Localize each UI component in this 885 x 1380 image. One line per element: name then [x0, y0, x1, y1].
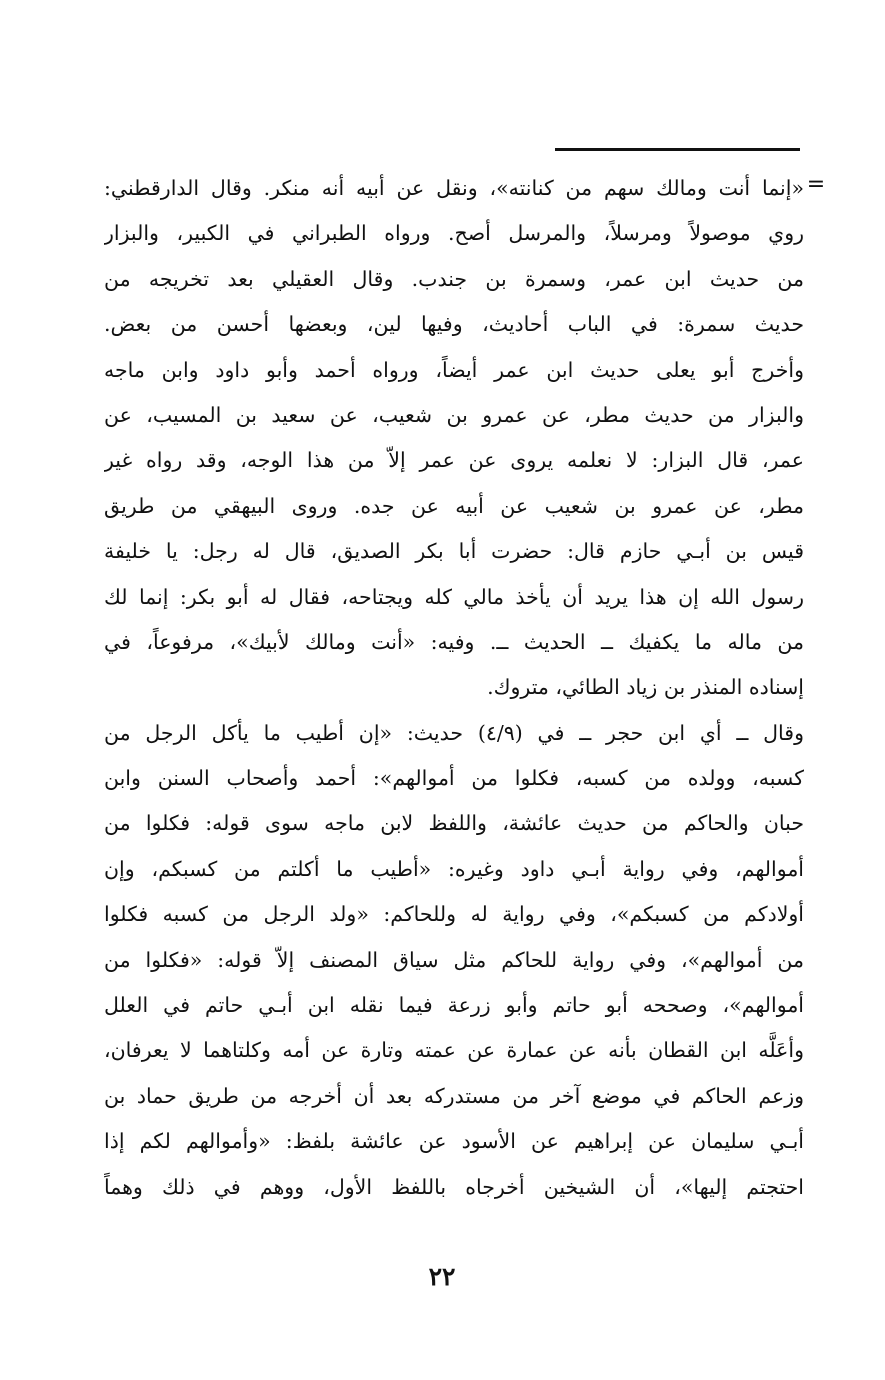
text-line: احتجتم إليها»، أن الشيخين أخرجاه باللفظ الأول، ووهم في ذلك وهماً	[104, 1174, 804, 1199]
footnote-text-block	[104, 166, 804, 1210]
text-line: أموالهم، وفي رواية أبـي داود وغيره: «أطيب ما أكلتم من كسبكم، وإن	[104, 856, 804, 881]
text-line: وأخرج أبو يعلى حديث ابن عمر أيضاً، ورواه أحمد وأبو داود وابن ماجه	[104, 357, 804, 382]
text-line: أولادكم من كسبكم»، وفي رواية له وللحاكم: «ولد الرجل من كسبه فكلوا	[104, 902, 804, 927]
text-line: رسول الله إن هذا يريد أن يأخذ مالي كله ويجتاحه، فقال له أبو بكر: إنما لك	[104, 584, 804, 609]
text-line: أبـي سليمان عن إبراهيم عن الأسود عن عائشة بلفظ: «وأموالهم لكم إذا	[104, 1129, 804, 1154]
text-line: وزعم الحاكم في موضع آخر من مستدركه بعد أن أخرجه من طريق حماد بن	[104, 1083, 804, 1108]
text-line: «إنما أنت ومالك سهم من كنانته»، ونقل عن أبيه أنه منكر. وقال الدارقطني:	[104, 176, 804, 200]
text-line: أموالهم»، وصححه أبو حاتم وأبو زرعة فيما نقله ابن أبـي حاتم في العلل	[104, 993, 804, 1018]
page-number: ٢٢	[428, 1262, 456, 1291]
text-line: وأعَلَّه ابن القطان بأنه عن عمارة عن عمته وتارة عن أمه وكلتاهما لا يعرفان،	[104, 1038, 804, 1063]
text-line: إسناده المنذر بن زياد الطائي، متروك.	[487, 675, 804, 700]
text-line: كسبه، وولده من كسبه، فكلوا من أموالهم»: أحمد وأصحاب السنن وابن	[104, 766, 804, 791]
text-line: من أموالهم»، وفي رواية للحاكم مثل سياق المصنف إلاّ قوله: «فكلوا من	[104, 947, 804, 972]
text-line: حبان والحاكم من حديث عائشة، واللفظ لابن ماجه سوى قوله: فكلوا من	[104, 811, 804, 836]
text-line: عمر، قال البزار: لا نعلمه يروى عن عمر إلاّ من هذا الوجه، وقد رواه غير	[104, 448, 804, 473]
continuation-mark: =	[806, 172, 826, 197]
text-line: من حديث ابن عمر، وسمرة بن جندب. وقال العقيلي بعد تخريجه من	[104, 266, 804, 291]
text-line: مطر، عن عمرو بن شعيب عن أبيه عن جده. وروى البيهقي من طريق	[104, 493, 804, 518]
text-line: وقال ــ أي ابن حجر ــ في (٤/٩) حديث: «إن أطيب ما يأكل الرجل من	[104, 720, 804, 745]
text-line: قيس بن أبـي حازم قال: حضرت أبا بكر الصديق، قال له رجل: يا خليفة	[104, 539, 804, 564]
text-line: روي موصولاً ومرسلاً، والمرسل أصح. ورواه الطبراني في الكبير، والبزار	[104, 221, 804, 246]
text-line: والبزار من حديث مطر، عن عمرو بن شعيب، عن سعيد بن المسيب، عن	[104, 402, 804, 427]
footnote-separator-rule	[555, 148, 800, 151]
text-line: حديث سمرة: في الباب أحاديث، وفيها لين، وبعضها أحسن من بعض.	[104, 312, 804, 337]
text-line: من ماله ما يكفيك ــ الحديث ــ. وفيه: «أنت ومالك لأبيك»، مرفوعاً، في	[104, 629, 804, 654]
